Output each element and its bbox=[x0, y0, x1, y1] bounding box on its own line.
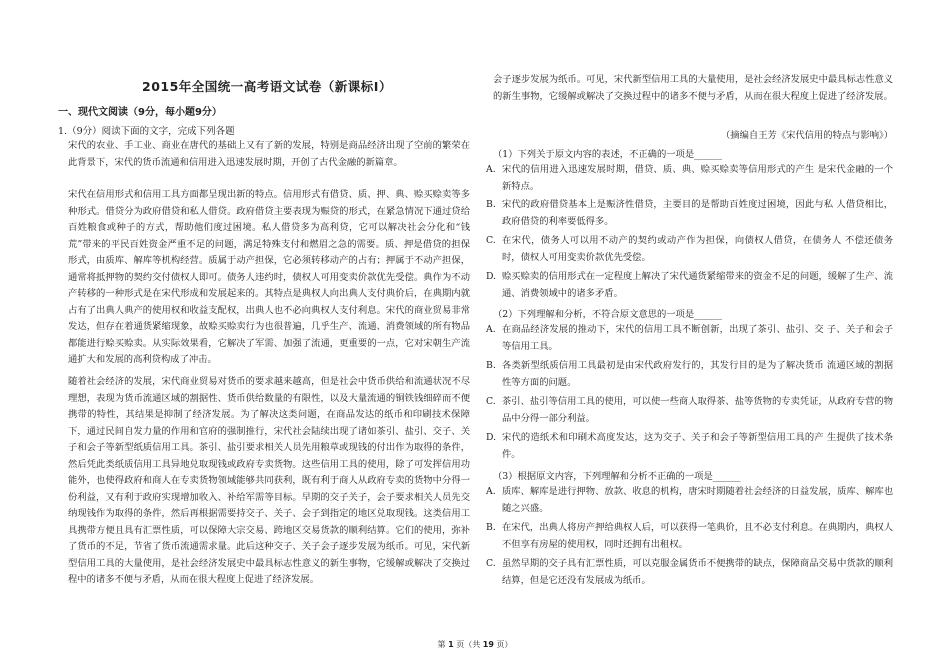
section-heading: 一、现代文阅读（9分，每小题9分） bbox=[58, 107, 222, 118]
page-title: 2015年全国统一高考语文试卷（新课标Ⅰ） bbox=[142, 79, 392, 94]
subquestion-2-option-c[interactable] bbox=[486, 394, 893, 427]
option-letter: C. bbox=[486, 235, 496, 246]
source-citation: （摘编自王芳《宋代信用的特点与影响》） bbox=[721, 130, 893, 141]
option-letter: C. bbox=[486, 558, 496, 569]
footer-suffix: 页） bbox=[496, 640, 513, 649]
option-text: 宋代的信用进入迅速发展时期，借贷、质、典、赊买赊卖等信用形式的产生 是宋代金融的一个新特点。 bbox=[502, 164, 893, 192]
option-text: 茶引、盐引等信用工具的使用，可以使一些商人取得茶、盐等货物的专卖凭证，从政府专营的物品中分得一部分利益。 bbox=[502, 396, 893, 424]
footer-prefix: 第 bbox=[437, 640, 446, 649]
option-text: 宋代的造纸术和印刷术高度发达，这为交子、关子和会子等新型信用工具的产 生提供了技术条件。 bbox=[502, 432, 893, 460]
option-letter: A. bbox=[486, 486, 496, 497]
option-letter: B. bbox=[486, 360, 496, 371]
question-intro: 1.（9分）阅读下面的文字，完成下列各题 bbox=[58, 126, 235, 137]
option-letter: A. bbox=[486, 164, 496, 175]
option-text: 在宋代，出典人将房产押给典权人后，可以获得一笔典价，且不必支付利息。在典期内，典权人不但享有房屋的使用权，同时还拥有出租权。 bbox=[502, 522, 893, 550]
passage-paragraph-1: 宋代的农业、手工业、商业在唐代的基础上又有了新的发展，特别是商品经济出现了空前的繁荣在此背景下，宋代的货币流通和信用进入迅速发展时期，开创了古代金融的新篇章。 bbox=[68, 140, 470, 168]
option-text: 宋代的政府借贷基本上是赈济性借贷，主要目的是帮助百姓度过困境，因此与私 人借贷相比，政府借贷的利率要低得多。 bbox=[502, 199, 893, 227]
subquestion-3-option-c[interactable] bbox=[486, 556, 893, 589]
subquestion-1-option-d[interactable] bbox=[486, 269, 893, 302]
passage-paragraph-2: 宋代在信用形式和信用工具方面都呈现出新的特点。信用形式有借贷、质、押、典、赊买赊卖等多种形式。借贷分为政府借贷和私人借贷。政府借贷主要表现为赈贷的形式，在紧急情况下通过贷给百姓粮食或种子的方式，帮助他们度过困境。私人借贷多为高利贷，它可以解决社会分化和“钱荒”带来的平民百姓资金严重不足的问题，满足特殊支付和燃眉之急的需要。质、押是借贷的担保形式，由质库、解库等机构经营。质属于动产担保，它必须转移动产的占有；押属于不动产担保，通常将抵押物的契约交付债权人即可。债务人违约时，债权人可用变卖价款优先受偿。典作为不动产转移的一种形式是在宋代形成和发展起来的。其特点是典权人向出典人支付典价后，在典期内就占有了出典人典产的使用权和收益支配权，出典人也不必向典权人支付利息。宋代的商业贸易非常发达，但存在着通货紧缩现象，故赊买赊卖行为也很普遍，几乎生产、流通、消费领域的所有物品都能进行赊买赊卖。从实际效果看，它解决了军需、加强了流通，更重要的一点，它对宋朝生产流通扩大和发展的高利贷构成了冲击。 bbox=[68, 189, 470, 365]
option-letter: D. bbox=[486, 432, 497, 443]
option-text: 虽然早期的交子具有汇票性质，可以克服金属货币不便携带的缺点，保障商品交易中货款的顺利结算，但是它还没有发展成为纸币。 bbox=[502, 558, 893, 586]
page-footer bbox=[0, 639, 950, 650]
subquestion-1-option-b[interactable] bbox=[486, 197, 893, 230]
subquestion-2-stem: （2）下列理解和分析，不符合原文意思的一项是______ bbox=[493, 309, 723, 320]
subquestion-1-option-a[interactable] bbox=[486, 162, 893, 195]
footer-total-pages: 19 bbox=[482, 640, 494, 649]
option-text: 在商品经济发展的推动下，宋代的信用工具不断创新，出现了茶引、盐引、交 子、关子和会子等信用工具。 bbox=[502, 324, 893, 352]
subquestion-2-option-a[interactable] bbox=[486, 322, 893, 355]
option-text: 各类新型纸质信用工具最初是由宋代政府发行的，其发行目的是为了解决货币 流通区域的割据性等方面的问题。 bbox=[502, 360, 893, 388]
footer-page-number: 1 bbox=[448, 640, 454, 649]
subquestion-3-stem: （3）根据原文内容，下列理解和分析不正确的一项是______ bbox=[493, 471, 741, 482]
subquestion-1-stem: （1）下列关于原文内容的表述，不正确的一项是______ bbox=[493, 149, 723, 160]
subquestion-1-option-c[interactable] bbox=[486, 233, 893, 266]
passage-paragraph-3: 随着社会经济的发展，宋代商业贸易对货币的要求越来越高，但是社会中货币供给和流通状况不尽理想，表现为货币流通区域的割据性、货币供给数量的有限性，以及大量流通的铜铁钱细碎而不便携带的特性，其结果是抑制了经济发展。为了解决这类问题，在商品发达的纸币和印刷技术保障下，通过民间自发力量的作用和官府的强制推行，宋代社会陆续出现了诸如茶引、盐引、交子、关子和会子等新型纸质信用工具。茶引、盐引要求相关人员先用粮草或现钱的付出作为取得的条件，然后凭此类纸质信用工具异地兑取现钱或政府专卖货物。这些信用工具的使用，除了可发挥信用功能外，也使得政府和商人在专卖货物领域能够共同获利，既有利于商人从政府专卖的货物中分得一份利益，又有利于政府实现增加收入、补给军需等目标。早期的交子关子，会子要求相关人员先交纳现钱作为取得的条件，然后再根据需要持交子、关子、会子到指定的地区兑取现钱。这类信用工具携带方便且具有汇票性质，可以保障大宗交易、跨地区交易货款的顺利结算。它们的使用，弥补了货币的不足，节省了货币流通需求量。此后这种交子、关子会子逐步发展为纸币。可见，宋代新型信用工具的大量使用，是社会经济发展史中最具标志性意义的新生事物，它缓解或解决了交换过程中的诸多不便与矛盾，从而在很大程度上促进了经济发展。 bbox=[68, 376, 470, 585]
subquestion-2-option-b[interactable] bbox=[486, 358, 893, 391]
option-letter: D. bbox=[486, 271, 497, 282]
option-letter: B. bbox=[486, 522, 496, 533]
passage-continuation: 会子逐步发展为纸币。可见，宋代新型信用工具的大量使用，是社会经济发展史中最具标志性意义的新生事物，它缓解或解决了交换过程中的诸多不便与矛盾，从而在很大程度上促进了经济发展。 bbox=[493, 74, 893, 102]
option-letter: C. bbox=[486, 396, 496, 407]
subquestion-3-option-b[interactable] bbox=[486, 520, 893, 553]
option-letter: A. bbox=[486, 324, 496, 335]
option-text: 赊买赊卖的信用形式在一定程度上解决了宋代通货紧缩带来的资金不足的问题，缓解了生产、流通、消费领域中的诸多矛盾。 bbox=[502, 271, 893, 299]
subquestion-3-option-a[interactable] bbox=[486, 484, 893, 517]
footer-middle: 页（共 bbox=[456, 640, 481, 649]
option-text: 在宋代，债务人可以用不动产的契约或动产作为担保，向债权人借贷，在债务人 不偿还债务时，债权人可用变卖价款优先受偿。 bbox=[502, 235, 893, 263]
subquestion-2-option-d[interactable] bbox=[486, 430, 893, 463]
option-text: 质库、解库是进行押物、放款、收息的机构，唐宋时期随着社会经济的日益发展，质库、解库也随之兴盛。 bbox=[502, 486, 893, 514]
option-letter: B. bbox=[486, 199, 496, 210]
